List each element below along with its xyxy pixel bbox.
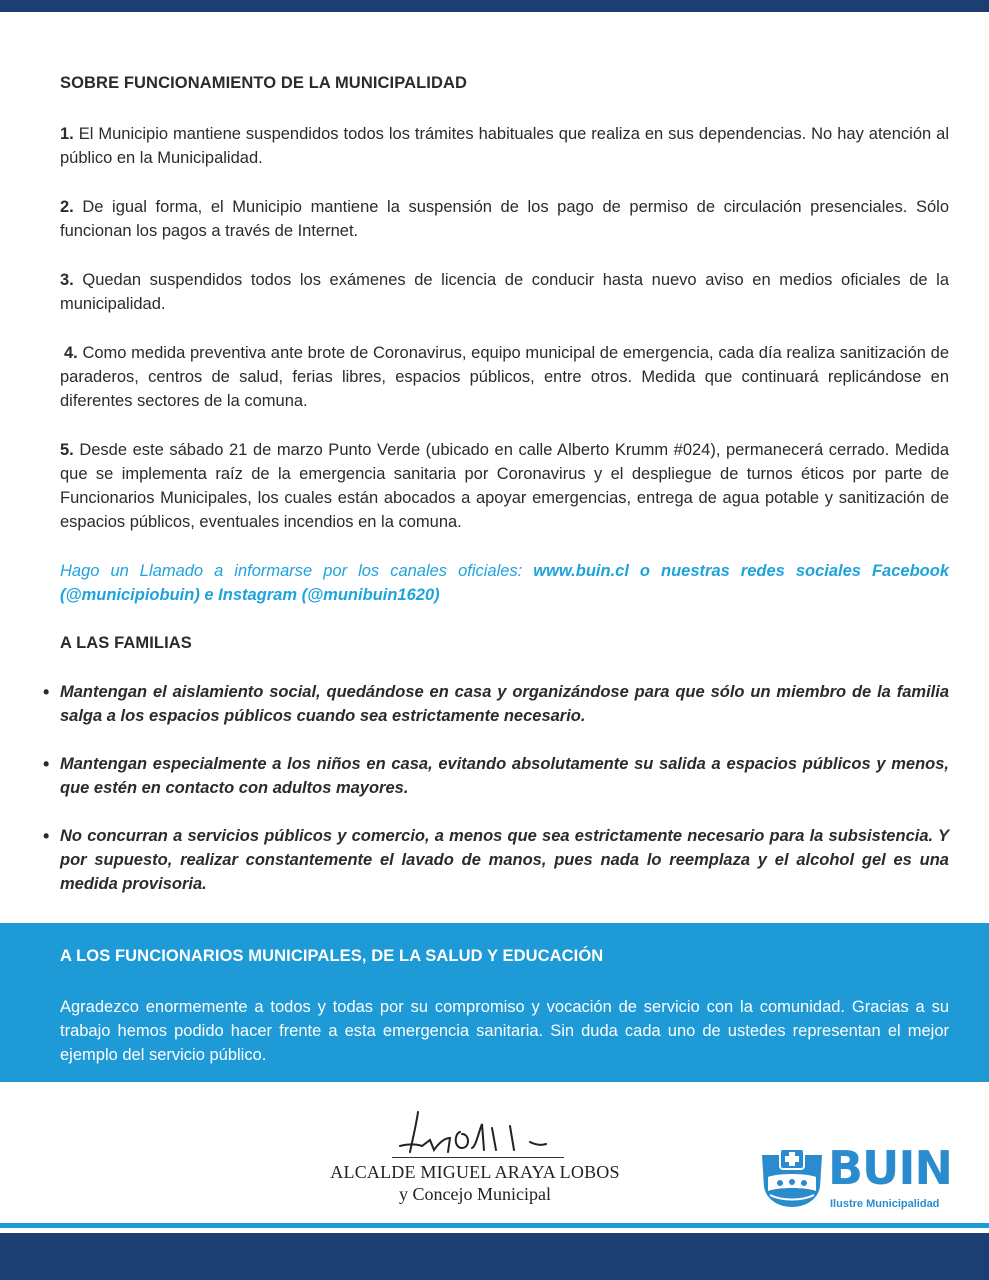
signature-line xyxy=(392,1157,564,1158)
buin-logo xyxy=(758,1141,958,1217)
notice-item-1 xyxy=(60,122,949,170)
main-content xyxy=(43,74,949,896)
notice-text: Quedan suspendidos todos los exámenes de licencia de conducir hasta nuevo aviso en medios oficiales de la municipalidad. xyxy=(60,271,949,313)
official-channels-callout xyxy=(60,559,949,607)
bullet-text: No concurran a servicios públicos y comercio, a menos que sea estrictamente necesario para la subsistencia. Y por supuesto, realizar constantemente el lavado de manos, pues nada lo reemplaza y el alcohol gel es una medida provisoria. xyxy=(60,827,949,893)
staff-thanks-band xyxy=(0,923,989,1082)
mayor-signature xyxy=(390,1104,570,1158)
notice-item-2 xyxy=(60,195,949,243)
family-bullet-2 xyxy=(43,752,949,800)
family-bullet-1 xyxy=(43,680,949,728)
notice-number: 4. xyxy=(64,344,78,362)
callout-lead: Hago un Llamado a informarse por los canales oficiales: xyxy=(60,562,534,580)
notice-number: 2. xyxy=(60,198,74,216)
bottom-accent-rule xyxy=(0,1223,989,1228)
notice-item-5 xyxy=(60,438,949,534)
notice-number: 1. xyxy=(60,125,74,143)
families-heading: A LAS FAMILIAS xyxy=(60,634,192,652)
notice-item-3 xyxy=(60,268,949,316)
notice-text: El Municipio mantiene suspendidos todos los trámites habituales que realiza en sus dependencias. No hay atención al público en la Municipalidad. xyxy=(60,125,949,167)
bullet-icon: • xyxy=(43,826,50,846)
notice-text: Como medida preventiva ante brote de Coronavirus, equipo municipal de emergencia, cada día realiza sanitización de paraderos, centros de salud, ferias libres, espacios públicos, entre otros. Medida que continuará replicándose en diferentes sectores de la comuna. xyxy=(60,344,949,410)
staff-thanks-title: A LOS FUNCIONARIOS MUNICIPALES, DE LA SALUD Y EDUCACIÓN xyxy=(60,947,604,965)
logo-subtitle: Ilustre Municipalidad xyxy=(830,1198,940,1210)
bullet-icon: • xyxy=(43,682,50,702)
notice-text: Desde este sábado 21 de marzo Punto Verde (ubicado en calle Alberto Krumm #024), permanecerá cerrado. Medida que se implementa raíz de la emergencia sanitaria por Coronavirus y el despliegue de turnos éticos por parte de Funcionarios Municipales, los cuales están abocados a apoyar emergencias, entrega de agua potable y sanitización de espacios públicos, eventuales incendios en la comuna. xyxy=(60,441,949,531)
bottom-border-bar xyxy=(0,1233,989,1280)
family-bullet-3 xyxy=(43,824,949,896)
logo-wordmark: BUIN xyxy=(828,1141,953,1195)
signer-name: ALCALDE MIGUEL ARAYA LOBOS xyxy=(330,1162,620,1182)
top-border-bar xyxy=(0,0,989,12)
notice-text: De igual forma, el Municipio mantiene la suspensión de los pago de permiso de circulación presenciales. Sólo funcionan los pagos a través de Internet. xyxy=(60,198,949,240)
municipal-shield-icon xyxy=(758,1147,826,1209)
official-channels-links[interactable]: www.buin.cl o nuestras redes sociales Facebook (@municipiobuin) e Instagram (@munibuin1620) xyxy=(60,562,949,604)
bullet-text: Mantengan el aislamiento social, quedándose en casa y organizándose para que sólo un miembro de la familia salga a los espacios públicos cuando sea estrictamente necesario. xyxy=(60,683,949,725)
staff-thanks-text: Agradezco enormemente a todos y todas por su compromiso y vocación de servicio con la comunidad. Gracias a su trabajo hemos podido hacer frente a esta emergencia sanitaria. Sin duda cada uno de ustedes representan el mejor ejemplo del servicio público. xyxy=(60,998,949,1064)
bullet-icon: • xyxy=(43,754,50,774)
page-title: SOBRE FUNCIONAMIENTO DE LA MUNICIPALIDAD xyxy=(60,74,468,92)
notice-number: 5. xyxy=(60,441,74,459)
signer-subtitle: y Concejo Municipal xyxy=(399,1184,551,1204)
bullet-text: Mantengan especialmente a los niños en casa, evitando absolutamente su salida a espacios públicos y menos, que estén en contacto con adultos mayores. xyxy=(60,755,949,797)
signer-block xyxy=(300,1162,650,1205)
notice-item-4 xyxy=(60,341,949,413)
notice-number: 3. xyxy=(60,271,74,289)
